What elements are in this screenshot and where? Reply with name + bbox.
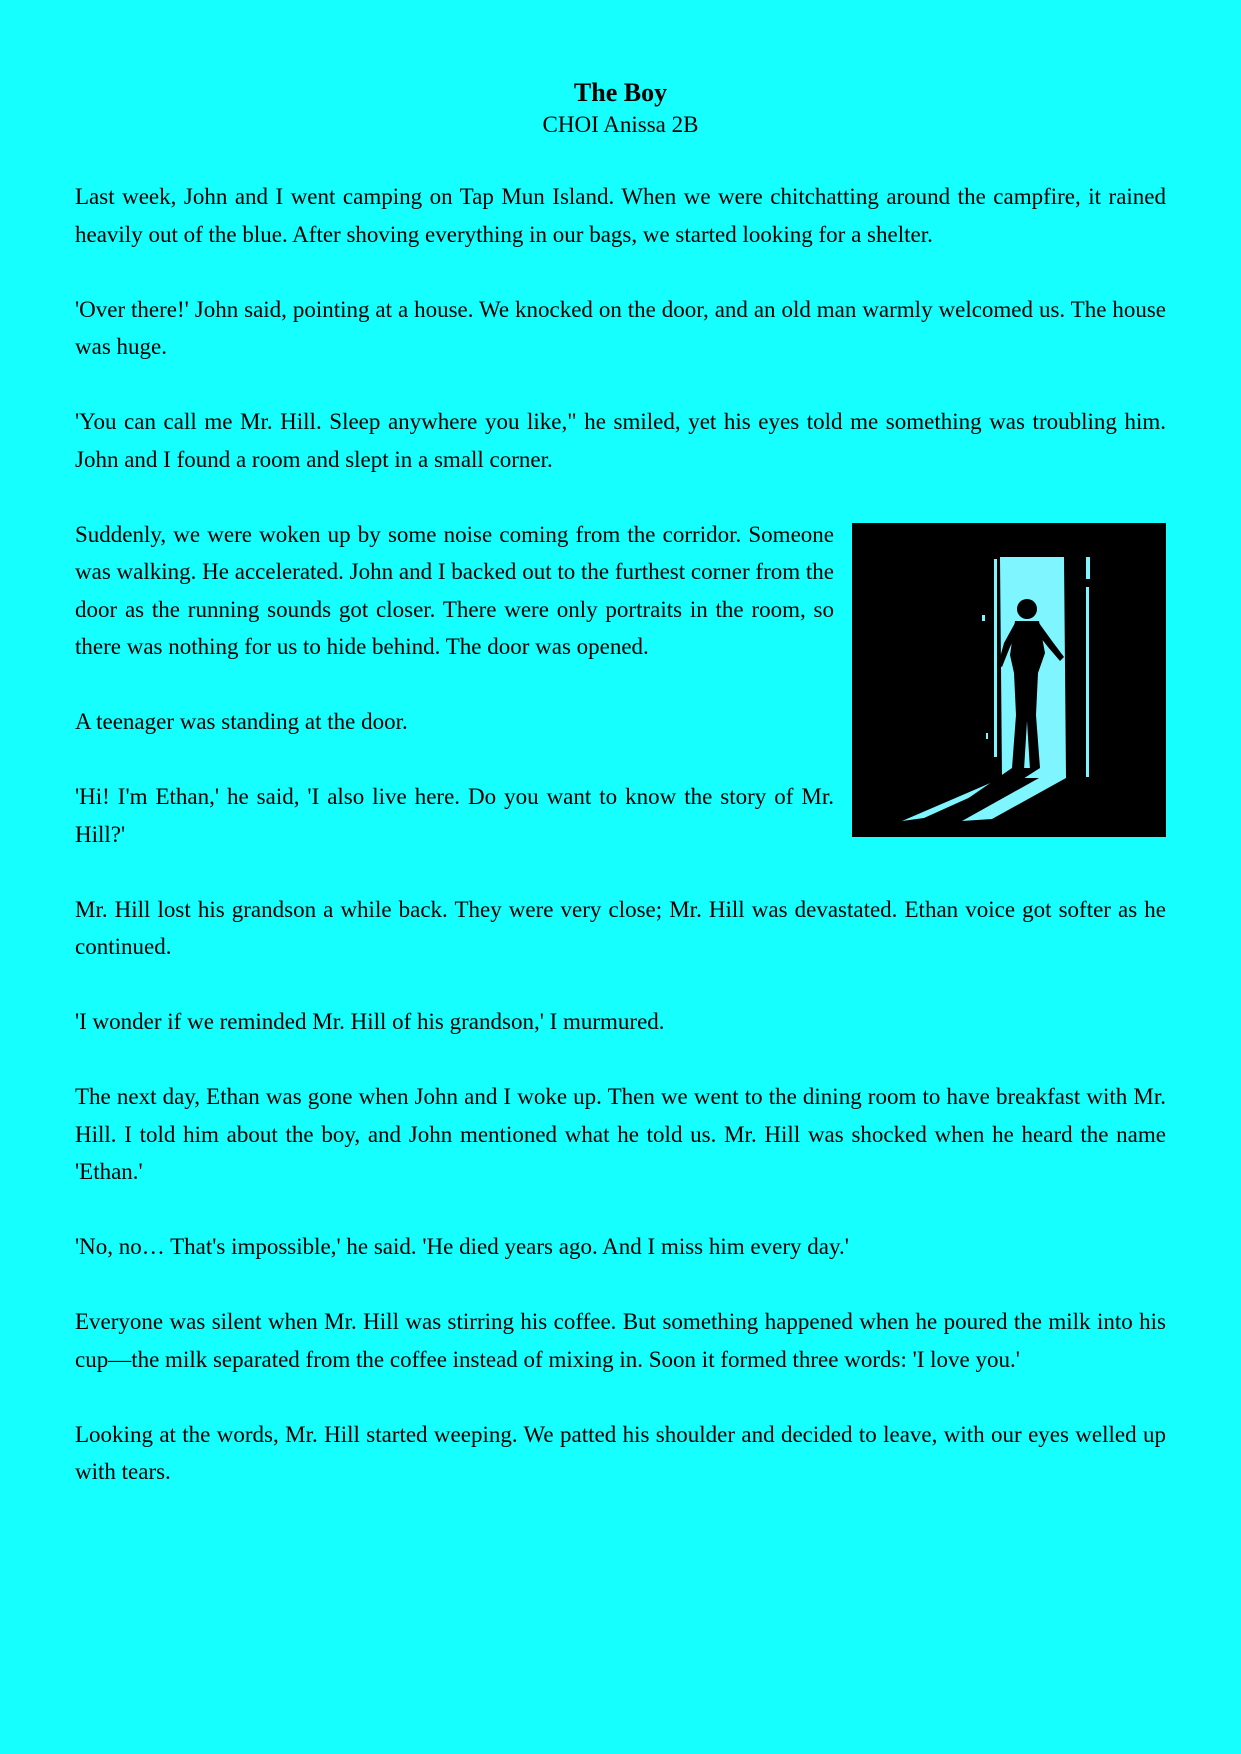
- story-author: CHOI Anissa 2B: [542, 112, 699, 137]
- story-title: The Boy: [573, 78, 668, 107]
- story-paragraph-8: 'I wonder if we reminded Mr. Hill of his grandson,' I murmured.: [75, 1009, 665, 1034]
- story-paragraph-2: 'Over there!' John said, pointing at a house. We knocked on the door, and an old man warmly welcomed us. The house was huge.: [75, 296, 1166, 359]
- story-paragraph-7: Mr. Hill lost his grandson a while back. They were very close; Mr. Hill was devastated. Ethan voice got softer as he continued.: [75, 896, 1166, 959]
- story-paragraph-12: Looking at the words, Mr. Hill started weeping. We patted his shoulder and decided to leave, with our eyes welled up with tears.: [75, 1421, 1166, 1484]
- story-paragraph-6: 'Hi! I'm Ethan,' he said, 'I also live here. Do you want to know the story of Mr. Hill?': [75, 784, 834, 847]
- story-paragraph-11: Everyone was silent when Mr. Hill was stirring his coffee. But something happened when he poured the milk into his cup—the milk separated from the coffee instead of mixing in. Soon it formed three words: 'I love you.': [75, 1309, 1166, 1372]
- story-body: [75, 178, 1166, 1491]
- story-paragraph-5: A teenager was standing at the door.: [75, 709, 408, 734]
- document-page: [75, 78, 1166, 1528]
- door-illustration: [852, 523, 1166, 837]
- open-door-silhouette-icon: [852, 523, 1166, 837]
- story-paragraph-9: The next day, Ethan was gone when John and I woke up. Then we went to the dining room to have breakfast with Mr. Hill. I told him about the boy, and John mentioned what he told us. Mr. Hill was shocked when he heard the name 'Ethan.': [75, 1084, 1166, 1184]
- story-paragraph-10: 'No, no… That's impossible,' he said. 'He died years ago. And I miss him every day.': [75, 1234, 849, 1259]
- story-paragraph-1: Last week, John and I went camping on Tap Mun Island. When we were chitchatting around the campfire, it rained heavily out of the blue. After shoving everything in our bags, we started looking for a shelter.: [75, 184, 1166, 247]
- story-paragraph-4: Suddenly, we were woken up by some noise coming from the corridor. Someone was walking. He accelerated. John and I backed out to the furthest corner from the door as the running sounds got closer. There were only portraits in the room, so there was nothing for us to hide behind. The door was opened.: [75, 521, 834, 659]
- story-paragraph-3: 'You can call me Mr. Hill. Sleep anywhere you like," he smiled, yet his eyes told me something was troubling him. John and I found a room and slept in a small corner.: [75, 409, 1166, 472]
